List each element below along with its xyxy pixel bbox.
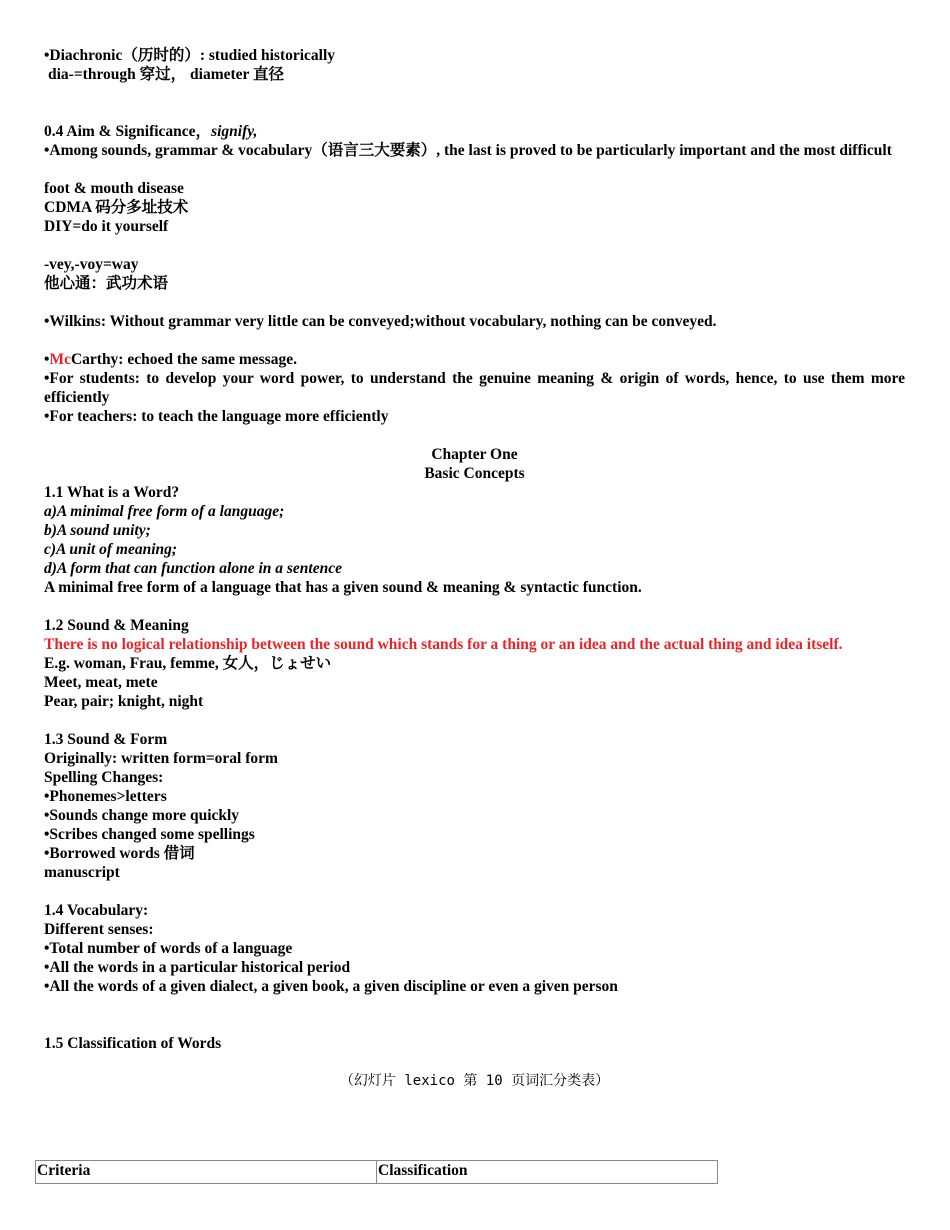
definition-item: a)A minimal free form of a language;: [44, 503, 285, 520]
definition-item: b)A sound unity;: [44, 522, 151, 539]
example-line: CDMA 码分多址技术: [44, 199, 189, 216]
form-line: Spelling Changes:: [44, 769, 164, 786]
definition-item: c)A unit of meaning;: [44, 541, 178, 558]
aim-heading: [44, 122, 905, 141]
aim-heading-text: 0.4 Aim & Significance，: [44, 123, 212, 140]
form-line: •Phonemes>letters: [44, 788, 167, 805]
form-line: •Scribes changed some spellings: [44, 826, 255, 843]
classification-table: [35, 1160, 718, 1184]
form-line: •Sounds change more quickly: [44, 807, 240, 824]
example-line: -vey,-voy=way: [44, 256, 139, 273]
section-1-5-heading: 1.5 Classification of Words: [44, 1035, 222, 1052]
aim-heading-italic: signify,: [211, 123, 258, 140]
mccarthy-mc-highlight: Mc: [49, 351, 71, 368]
criteria-header-cell: Criteria: [36, 1161, 377, 1184]
section-1-2-heading: 1.2 Sound & Meaning: [44, 617, 189, 634]
mccarthy-line: [44, 350, 905, 369]
chapter-title: Chapter One: [431, 446, 518, 463]
classification-header-cell: Classification: [377, 1161, 718, 1184]
mccarthy-bullet: •: [44, 351, 50, 368]
arbitrariness-statement: There is no logical relationship between the sound which stands for a thing or an idea and the actual thing and idea itself.: [44, 636, 843, 653]
vocabulary-line: •Total number of words of a language: [44, 940, 293, 957]
example-line: DIY=do it yourself: [44, 218, 169, 235]
vocabulary-line: •All the words in a particular historical period: [44, 959, 351, 976]
form-line: Originally: written form=oral form: [44, 750, 278, 767]
vocabulary-line: •All the words of a given dialect, a given book, a given discipline or even a given person: [44, 978, 618, 995]
form-line: manuscript: [44, 864, 120, 881]
section-1-4-heading: 1.4 Vocabulary:: [44, 902, 149, 919]
students-paragraph: •For students: to develop your word power, to understand the genuine meaning & origin of words, hence, to use them more efficiently: [44, 370, 905, 406]
definition-item: d)A form that can function alone in a sentence: [44, 560, 342, 577]
mccarthy-rest: Carthy: echoed the same message.: [70, 351, 297, 368]
example-line: Meet, meat, mete: [44, 674, 158, 691]
wilkins-quote: •Wilkins: Without grammar very little can be conveyed;without vocabulary, nothing can be conveyed.: [44, 313, 717, 330]
dia-etymology-line: dia-=through 穿过， diameter 直径: [48, 66, 285, 83]
vocabulary-line: Different senses:: [44, 921, 154, 938]
teachers-line: •For teachers: to teach the language more efficiently: [44, 408, 389, 425]
table-row: [36, 1161, 718, 1184]
among-paragraph: •Among sounds, grammar & vocabulary（语言三大要素）, the last is proved to be particularly important and the most difficult: [44, 142, 892, 159]
example-line: foot & mouth disease: [44, 180, 184, 197]
section-1-1-heading: 1.1 What is a Word?: [44, 484, 180, 501]
chapter-subtitle: Basic Concepts: [424, 465, 525, 482]
diachronic-line: •Diachronic（历时的）: studied historically: [44, 47, 336, 64]
section-1-3-heading: 1.3 Sound & Form: [44, 731, 168, 748]
example-line: E.g. woman, Frau, femme, 女人，じょせい: [44, 655, 332, 672]
document-page: [44, 46, 905, 1091]
form-line: •Borrowed words 借词: [44, 845, 195, 862]
example-line: Pear, pair; knight, night: [44, 693, 204, 710]
word-definition-summary: A minimal free form of a language that has a given sound & meaning & syntactic function.: [44, 579, 642, 596]
slide-reference-note: （幻灯片 lexico 第 10 页词汇分类表）: [339, 1073, 610, 1089]
example-line: 他心通：武功术语: [44, 275, 169, 292]
